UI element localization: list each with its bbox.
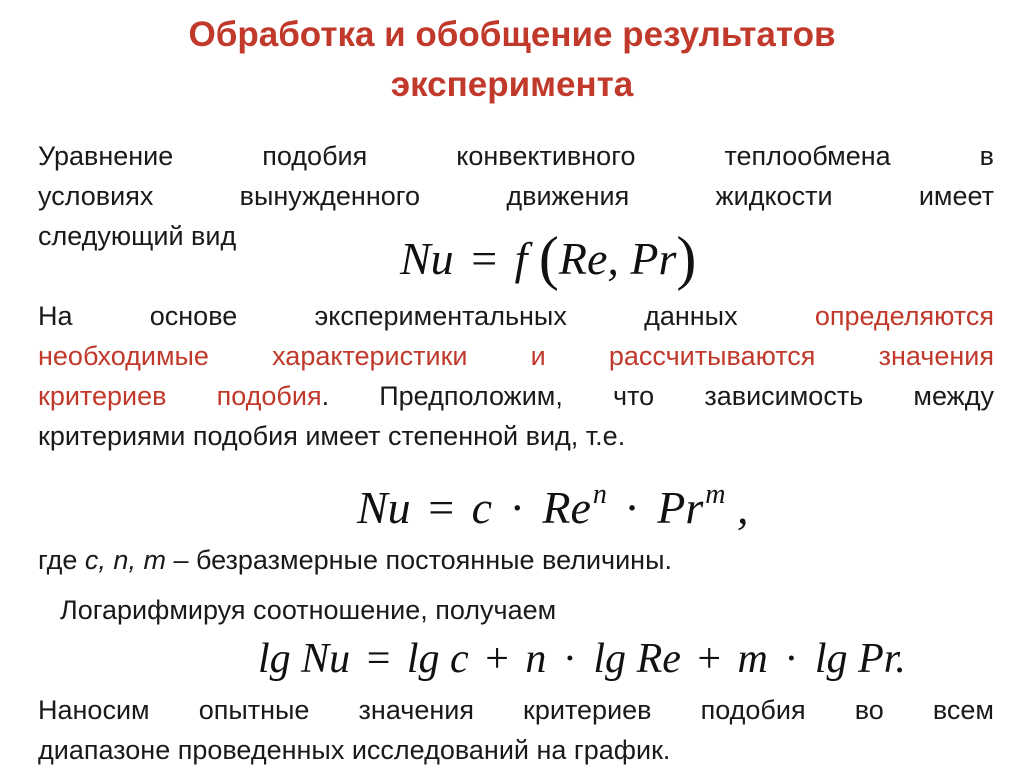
formula2-equals: = bbox=[428, 482, 455, 533]
formula3-plus-1: + bbox=[485, 636, 509, 682]
formula2-dot-1: · bbox=[509, 482, 525, 533]
formula-nu-function bbox=[400, 225, 697, 291]
formula2-tail: , bbox=[736, 482, 749, 533]
formula2-lhs: Nu bbox=[357, 482, 411, 533]
slide-title bbox=[0, 10, 1024, 110]
paragraph-plotting bbox=[38, 690, 994, 767]
formula-power-law bbox=[357, 465, 748, 538]
logarithm-line: Логарифмируя соотношение, получаем bbox=[60, 595, 557, 625]
formula2-dot-2: · bbox=[624, 482, 640, 533]
formula3-lg-2: lg bbox=[406, 636, 440, 682]
paragraph2-line1-red: определяются bbox=[814, 301, 994, 331]
where-prefix: где bbox=[38, 545, 85, 575]
formula3-tail: . bbox=[895, 636, 906, 682]
formula3-m: m bbox=[737, 636, 768, 682]
formula1-func: f bbox=[514, 233, 528, 284]
paragraph2-line1-start: На основе экспериментальных данных bbox=[38, 301, 815, 331]
paragraph2-line-2: необходимые характеристики и рассчитываются значения bbox=[38, 341, 994, 371]
formula3-n: n bbox=[525, 636, 547, 682]
where-constants-line bbox=[38, 540, 672, 580]
paragraph2-line3-rest: . Предположим, что зависимость между bbox=[321, 381, 994, 411]
paragraph1-line-3: следующий вид bbox=[38, 221, 237, 251]
formula3-plus-2: + bbox=[697, 636, 722, 682]
formula-logarithmic bbox=[258, 631, 906, 687]
where-vars: c, n, m bbox=[84, 545, 166, 575]
formula1-equals: = bbox=[471, 233, 498, 284]
paragraph3-line-1: Наносим опытные значения критериев подобия во всем bbox=[38, 695, 994, 725]
formula3-re: Re bbox=[636, 636, 681, 682]
formula3-c: c bbox=[450, 636, 469, 682]
formula2-exp-m: m bbox=[705, 479, 726, 510]
formula3-nu: Nu bbox=[301, 636, 351, 682]
formula1-open-paren: ( bbox=[538, 225, 559, 291]
title-line-1: Обработка и обобщение результатов bbox=[188, 15, 836, 54]
formula3-dot-2: · bbox=[784, 636, 799, 682]
paragraph1-line-2: условиях вынужденного движения жидкости имеет bbox=[38, 181, 994, 211]
formula3-lg-1: lg bbox=[258, 636, 291, 682]
title-line-2: эксперимента bbox=[390, 65, 634, 104]
formula3-pr: Pr bbox=[858, 636, 896, 682]
paragraph3-line-2: диапазоне проведенных исследований на график. bbox=[38, 735, 671, 765]
formula2-exp-n: n bbox=[592, 479, 607, 510]
formula3-equals: = bbox=[366, 636, 391, 682]
where-rest: – безразмерные постоянные величины. bbox=[165, 545, 673, 575]
paragraph2-line-3 bbox=[38, 376, 994, 416]
paragraph2-line3-red: критериев подобия bbox=[38, 381, 322, 411]
paragraph-experimental-data bbox=[38, 296, 994, 456]
formula1-lhs: Nu bbox=[400, 233, 454, 284]
formula2-pr: Pr bbox=[657, 482, 704, 533]
paragraph1-line-1: Уравнение подобия конвективного теплообмена в bbox=[38, 141, 994, 171]
formula3-dot-1: · bbox=[562, 636, 577, 682]
formula1-close-paren: ) bbox=[676, 225, 697, 291]
paragraph2-line-1 bbox=[38, 296, 994, 336]
formula3-lg-4: lg bbox=[814, 636, 848, 682]
paragraph2-line-4: критериями подобия имеет степенной вид, т.е. bbox=[38, 421, 626, 451]
formula3-lg-3: lg bbox=[593, 636, 627, 682]
formula1-args: Re, Pr bbox=[558, 233, 677, 284]
formula2-c: c bbox=[471, 482, 493, 533]
formula2-re: Re bbox=[542, 482, 591, 533]
